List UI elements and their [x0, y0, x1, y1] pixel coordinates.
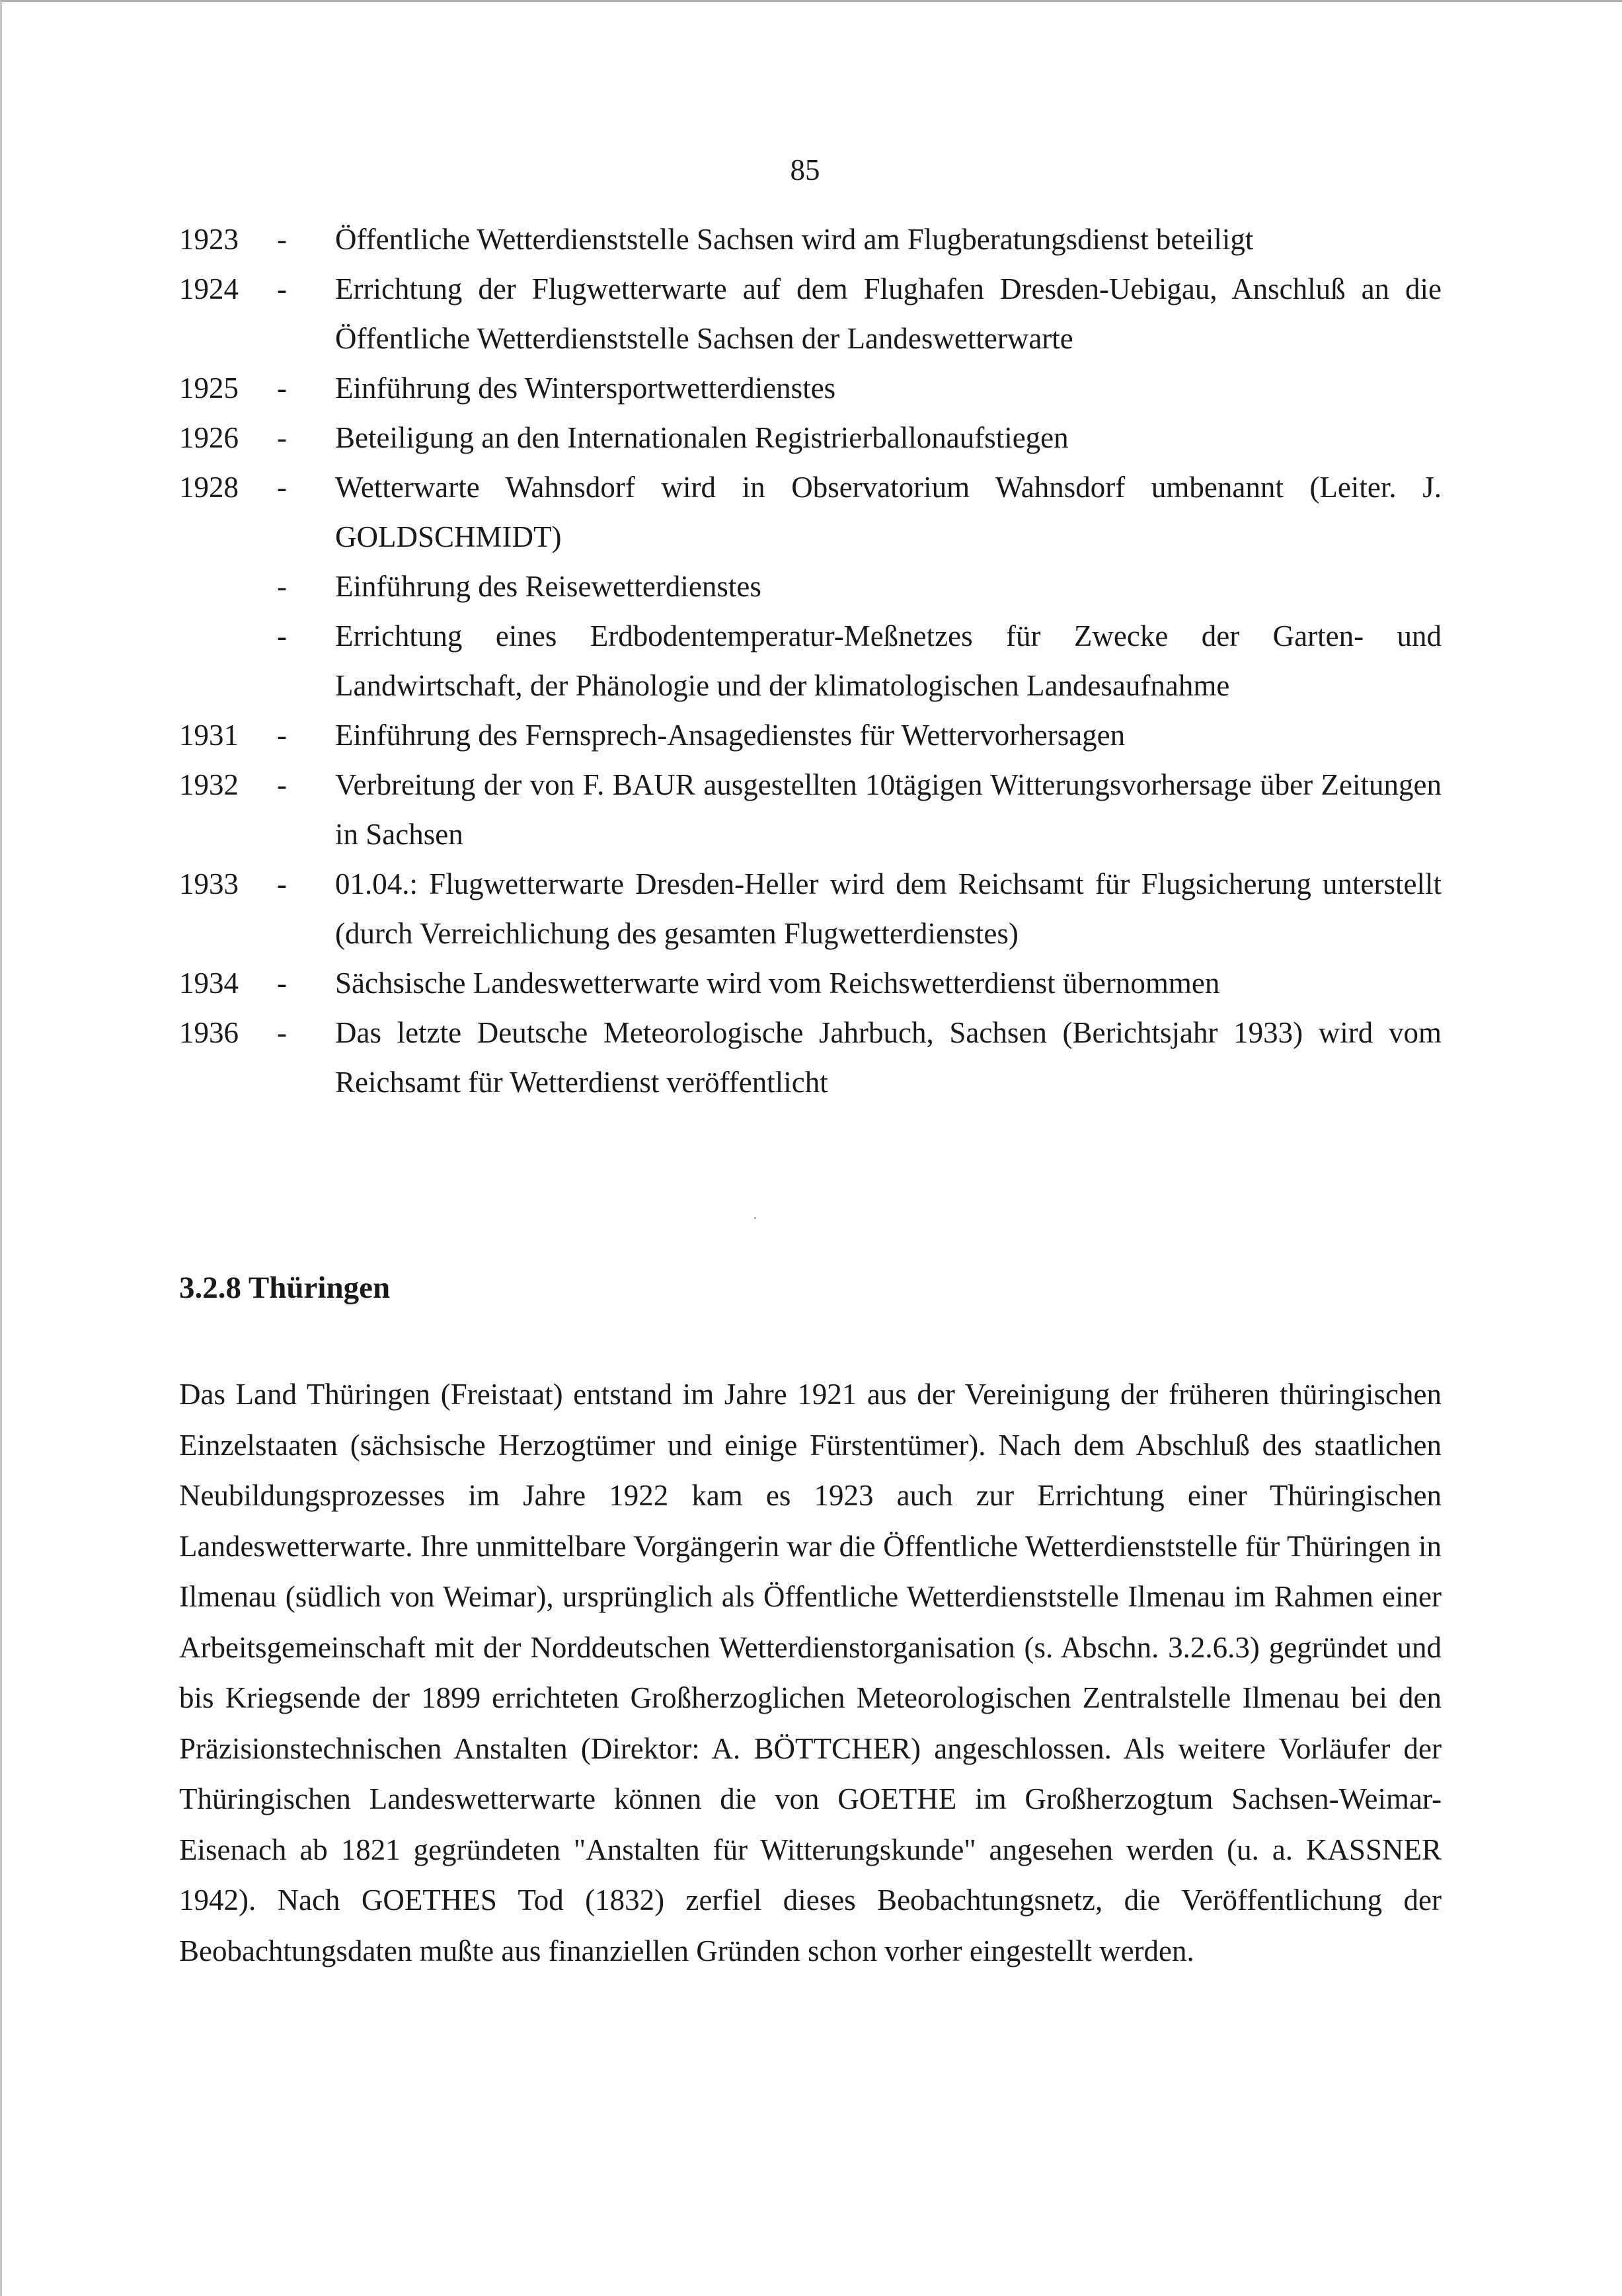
entry-text: Einführung des Reisewetterdienstes — [335, 570, 761, 603]
entry-year: 1928 — [179, 471, 239, 504]
entry-year: 1924 — [179, 272, 239, 305]
entry-year: 1933 — [179, 867, 239, 900]
entry-year: 1934 — [179, 967, 239, 1000]
entry-text: Das letzte Deutsche Meteorologische Jahrbuch, Sachsen (Berichtsjahr 1933) wird vom Reichsamt für Wetterdienst veröffentlicht — [335, 1016, 1442, 1099]
chronology-entry — [179, 463, 1442, 562]
page-number: 85 — [790, 153, 820, 186]
chronology-entry — [179, 760, 1442, 859]
entry-dash: - — [277, 421, 287, 454]
entry-text: Beteiligung an den Internationalen Registrierballonaufstiegen — [335, 421, 1069, 454]
chronology-entry — [179, 711, 1442, 760]
chronology-entry — [179, 562, 1442, 612]
entry-dash: - — [277, 768, 287, 801]
entry-year — [179, 562, 277, 612]
entry-dash: - — [277, 471, 287, 504]
entry-year: 1925 — [179, 372, 239, 405]
entry-dash: - — [277, 570, 287, 603]
scan-speck — [754, 1217, 756, 1219]
chronology-list — [179, 215, 1442, 1107]
entry-text: 01.04.: Flugwetterwarte Dresden-Heller wird dem Reichsamt für Flugsicherung unterstellt (durch Verreichlichung des gesamten Flugwetterdienstes) — [335, 867, 1442, 950]
entry-dash: - — [277, 719, 287, 752]
entry-year: 1931 — [179, 719, 239, 752]
chronology-entry — [179, 215, 1442, 264]
entry-text: Einführung des Wintersportwetterdienstes — [335, 372, 836, 405]
chronology-entry — [179, 859, 1442, 959]
entry-text: Verbreitung der von F. BAUR ausgestellten 10tägigen Witterungsvorhersage über Zeitungen in Sachsen — [335, 768, 1442, 851]
entry-year: 1936 — [179, 1016, 239, 1049]
entry-text: Einführung des Fernsprech-Ansagedienstes für Wettervorhersagen — [335, 719, 1126, 752]
chronology-entry — [179, 612, 1442, 711]
entry-year: 1926 — [179, 421, 239, 454]
entry-text: Wetterwarte Wahnsdorf wird in Observatorium Wahnsdorf umbenannt (Leiter. J. GOLDSCHMIDT) — [335, 471, 1442, 553]
entry-text: Sächsische Landeswetterwarte wird vom Reichswetterdienst übernommen — [335, 967, 1220, 1000]
entry-dash: - — [277, 967, 287, 1000]
entry-year — [179, 612, 277, 711]
entry-dash: - — [277, 272, 287, 305]
entry-year: 1932 — [179, 768, 239, 801]
section-heading: 3.2.8 Thüringen — [179, 1271, 391, 1305]
chronology-entry — [179, 413, 1442, 463]
body-paragraph: Das Land Thüringen (Freistaat) entstand im Jahre 1921 aus der Vereinigung der früheren thüringischen Einzelstaaten (sächsische Herzogtümer und einige Fürstentümer). Nach dem Abschluß des staatlichen Neubildungsprozesses im Jahre 1922 kam es 1923 auch zur Errichtung einer Thüringischen Landeswetterwarte. Ihre unmittelbare Vorgängerin war die Öffentliche Wetterdienststelle für Thüringen in Ilmenau (südlich von Weimar), ursprünglich als Öffentliche Wetterdienststelle Ilmenau im Rahmen einer Arbeitsgemeinschaft mit der Norddeutschen Wetterdienstorganisation (s. Abschn. 3.2.6.3) gegründet und bis Kriegsende der 1899 errichteten Großherzoglichen Meteorologischen Zentralstelle Ilmenau bei den Präzisionstechnischen Anstalten (Direktor: A. BÖTTCHER) angeschlossen. Als weitere Vorläufer der Thüringischen Landeswetterwarte können die von GOETHE im Großherzogtum Sachsen-Weimar-Eisenach ab 1821 gegründeten "Anstalten für Witterungskunde" angesehen werden (u. a. KASSNER 1942). Nach GOETHES Tod (1832) zerfiel dieses Beobachtungsnetz, die Veröffentlichung der Beobachtungsdaten mußte aus finanziellen Gründen schon vorher eingestellt werden. — [179, 1378, 1442, 1967]
entry-dash: - — [277, 372, 287, 405]
chronology-entry — [179, 959, 1442, 1008]
chronology-entry — [179, 264, 1442, 364]
entry-dash: - — [277, 867, 287, 900]
entry-dash: - — [277, 1016, 287, 1049]
entry-text: Öffentliche Wetterdienststelle Sachsen wird am Flugberatungsdienst beteiligt — [335, 223, 1254, 256]
chronology-entry — [179, 1008, 1442, 1107]
entry-text: Errichtung eines Erdbodentemperatur-Meßnetzes für Zwecke der Garten- und Landwirtschaft, der Phänologie und der klimatologischen Landesaufnahme — [335, 619, 1442, 702]
entry-year: 1923 — [179, 223, 239, 256]
entry-dash: - — [277, 223, 287, 256]
entry-dash: - — [277, 619, 287, 653]
chronology-entry — [179, 364, 1442, 413]
entry-text: Errichtung der Flugwetterwarte auf dem Flughafen Dresden-Uebigau, Anschluß an die Öffentliche Wetterdienststelle Sachsen der Landeswetterwarte — [335, 272, 1442, 355]
